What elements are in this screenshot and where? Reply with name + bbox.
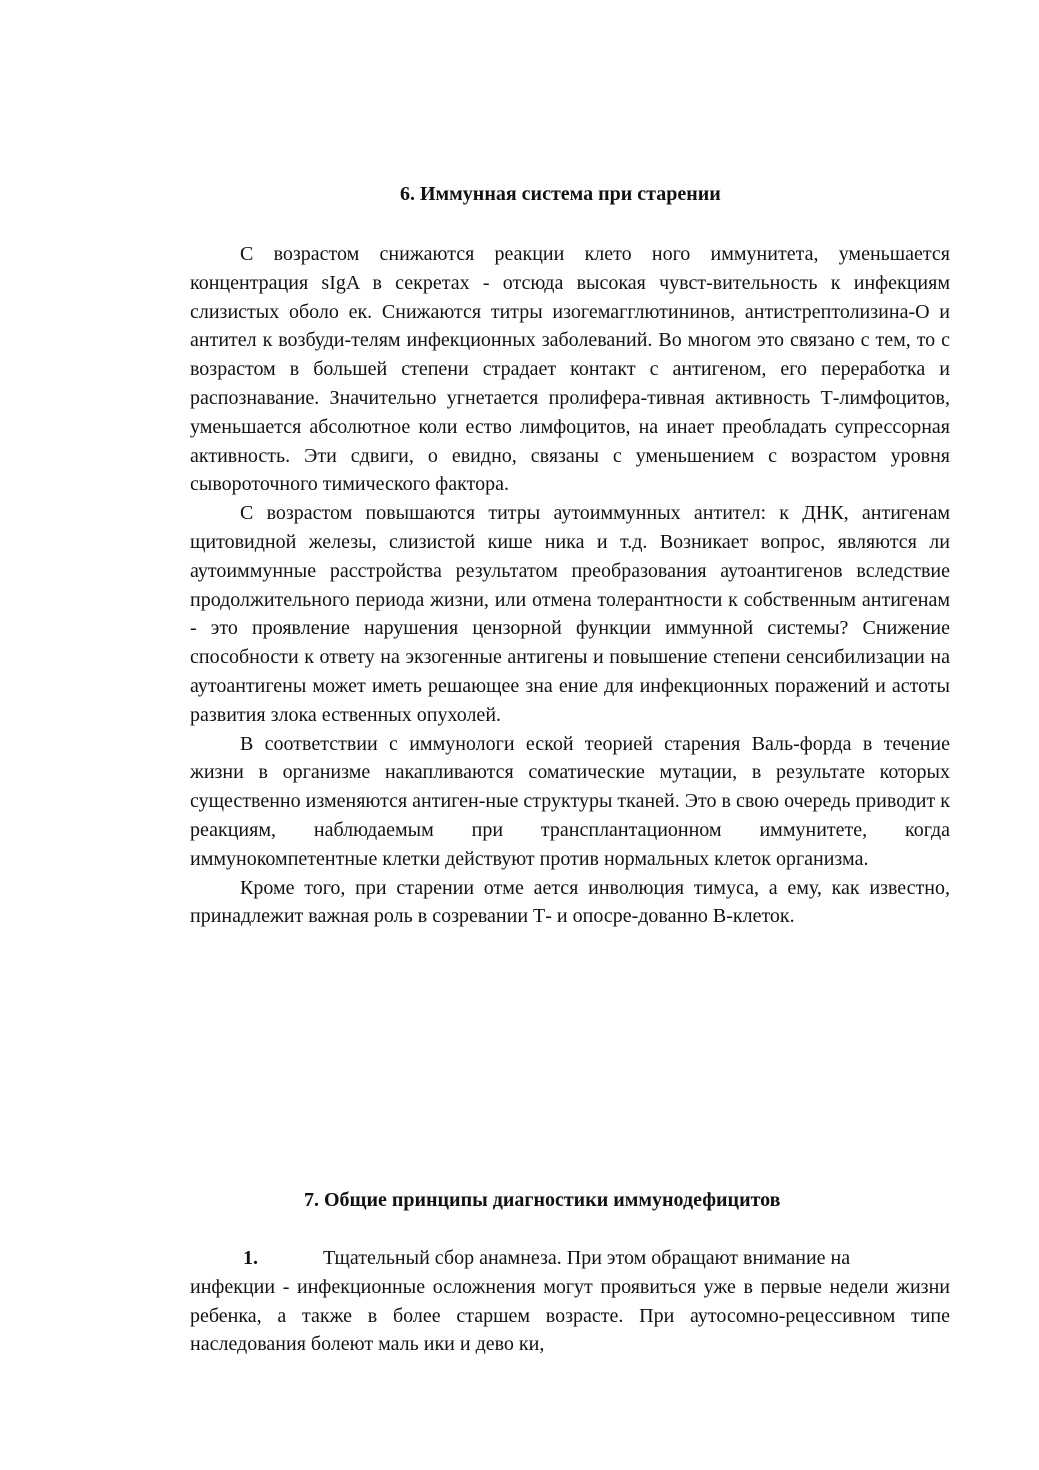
section-7-title: 7. Общие принципы диагностики иммунодефицитов [304,1189,781,1211]
section-6-paragraph-2: С возрастом повышаются титры аутоиммунных антител: к ДНК, антигенам щитовидной железы, слизистой кише ника и т.д. Возникает вопрос, являются ли аутоиммунные расстройства результатом преобразования аутоантигенов вследствие продолжительного периода жизни, или отмена толерантности к собственным антигенам - это проявление нарушения цензорной функции иммунной системы? Снижение способности к ответу на экзогенные антигены и повышение степени сенсибилизации на аутоантигены может иметь решающее зна ение для инфекционных поражений и астоты развития злока ественных опухолей. [190,502,950,726]
section-6-body [190,240,950,931]
section-6-paragraph-3: В соответствии с иммунологи еской теорией старения Валь-форда в течение жизни в организме накапливаются соматические мутации, в результате которых существенно изменяются антиген-ные структуры тканей. Это в свою очередь приводит к реакциям, наблюдаемым при трансплантационном иммунитете, когда иммунокомпетентные клетки действуют против нормальных клеток организма. [190,732,950,870]
list-item-1 [190,1244,950,1359]
section-6-title: 6. Иммунная система при старении [400,183,721,205]
section-6-paragraph-1: С возрастом снижаются реакции клето ного иммунитета, уменьшается концентрация sIgA в секретах - отсюда высокая чувст-вительность к инфекциям слизистых оболо ек. Снижаются титры изогемагглютининов, антистрептолизина-О и антител к возбуди-телям инфекционных заболеваний. Во многом это связано с тем, то с возрастом в большей степени страдает контакт с антигеном, его переработка и распознавание. Значительно угнетается пролифера-тивная активность Т-лимфоцитов, уменьшается абсолютное коли ество лимфоцитов, на инает преобладать супрессорная активность. Эти сдвиги, о евидно, связаны с уменьшением с возрастом уровня сывороточного тимического фактора. [190,243,950,496]
list-item-1-number: 1. [243,1247,258,1269]
list-item-1-first-line [190,1244,950,1273]
list-item-1-line-1: Тщательный сбор анамнеза. При этом обращают внимание на [323,1247,851,1269]
section-7-body [190,1244,950,1359]
section-6-paragraph-4: Кроме того, при старении отме ается инволюция тимуса, а ему, как известно, принадлежит важная роль в созревании Т- и опосре-дованно В-клеток. [190,876,950,928]
list-item-1-continuation: инфекции - инфекционные осложнения могут проявиться уже в первые недели жизни ребенка, а также в более старшем возрасте. При аутосомно-рецессивном типе наследования болеют маль ики и дево ки, [190,1275,950,1356]
